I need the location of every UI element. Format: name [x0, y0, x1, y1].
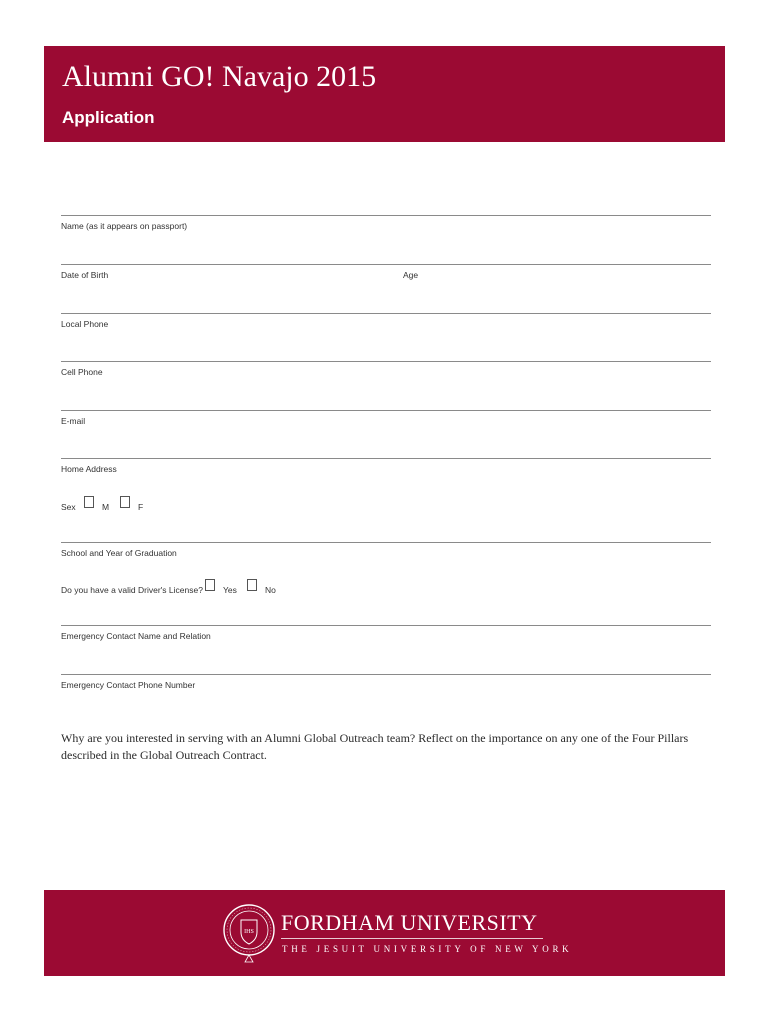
sex-f-label: F [138, 502, 144, 512]
sex-label: Sex [61, 502, 76, 512]
header-banner [44, 46, 725, 142]
license-yes-checkbox[interactable] [205, 579, 215, 591]
license-no-label: No [265, 585, 276, 595]
sex-m-label: M [102, 502, 110, 512]
dob-line[interactable] [61, 264, 711, 265]
page-subtitle: Application [62, 108, 155, 127]
sex-m-checkbox[interactable] [84, 496, 94, 508]
school-line[interactable] [61, 542, 711, 543]
school-label: School and Year of Graduation [61, 548, 177, 558]
email-line[interactable] [61, 410, 711, 411]
emergency-phone-label: Emergency Contact Phone Number [61, 680, 196, 690]
emergency-name-label: Emergency Contact Name and Relation [61, 631, 211, 641]
name-line[interactable] [61, 215, 711, 216]
license-yes-label: Yes [223, 585, 237, 595]
cell-phone-line[interactable] [61, 361, 711, 362]
license-question: Do you have a valid Driver's License? [61, 585, 203, 595]
cell-phone-label: Cell Phone [61, 367, 103, 377]
name-label: Name (as it appears on passport) [61, 221, 188, 231]
emergency-name-line[interactable] [61, 625, 711, 626]
fordham-seal-icon [221, 902, 277, 966]
university-name: FORDHAM UNIVERSITY [281, 910, 538, 935]
footer-divider [281, 938, 543, 939]
license-no-checkbox[interactable] [247, 579, 257, 591]
local-phone-label: Local Phone [61, 319, 109, 329]
emergency-phone-line[interactable] [61, 674, 711, 675]
email-label: E-mail [61, 416, 86, 426]
university-tagline: THE JESUIT UNIVERSITY OF NEW YORK [282, 944, 573, 954]
home-address-line[interactable] [61, 458, 711, 459]
sex-f-checkbox[interactable] [120, 496, 130, 508]
local-phone-line[interactable] [61, 313, 711, 314]
page-title: Alumni GO! Navajo 2015 [62, 60, 377, 93]
dob-label: Date of Birth [61, 270, 109, 280]
home-address-label: Home Address [61, 464, 117, 474]
svg-text:IHS: IHS [244, 929, 254, 935]
footer-banner [44, 890, 725, 976]
essay-question: Why are you interested in serving with an Alumni Global Outreach team? Reflect on the importance on any one of the Four Pillars described in the Global Outreach Contract. [61, 731, 689, 762]
age-label: Age [403, 270, 419, 280]
